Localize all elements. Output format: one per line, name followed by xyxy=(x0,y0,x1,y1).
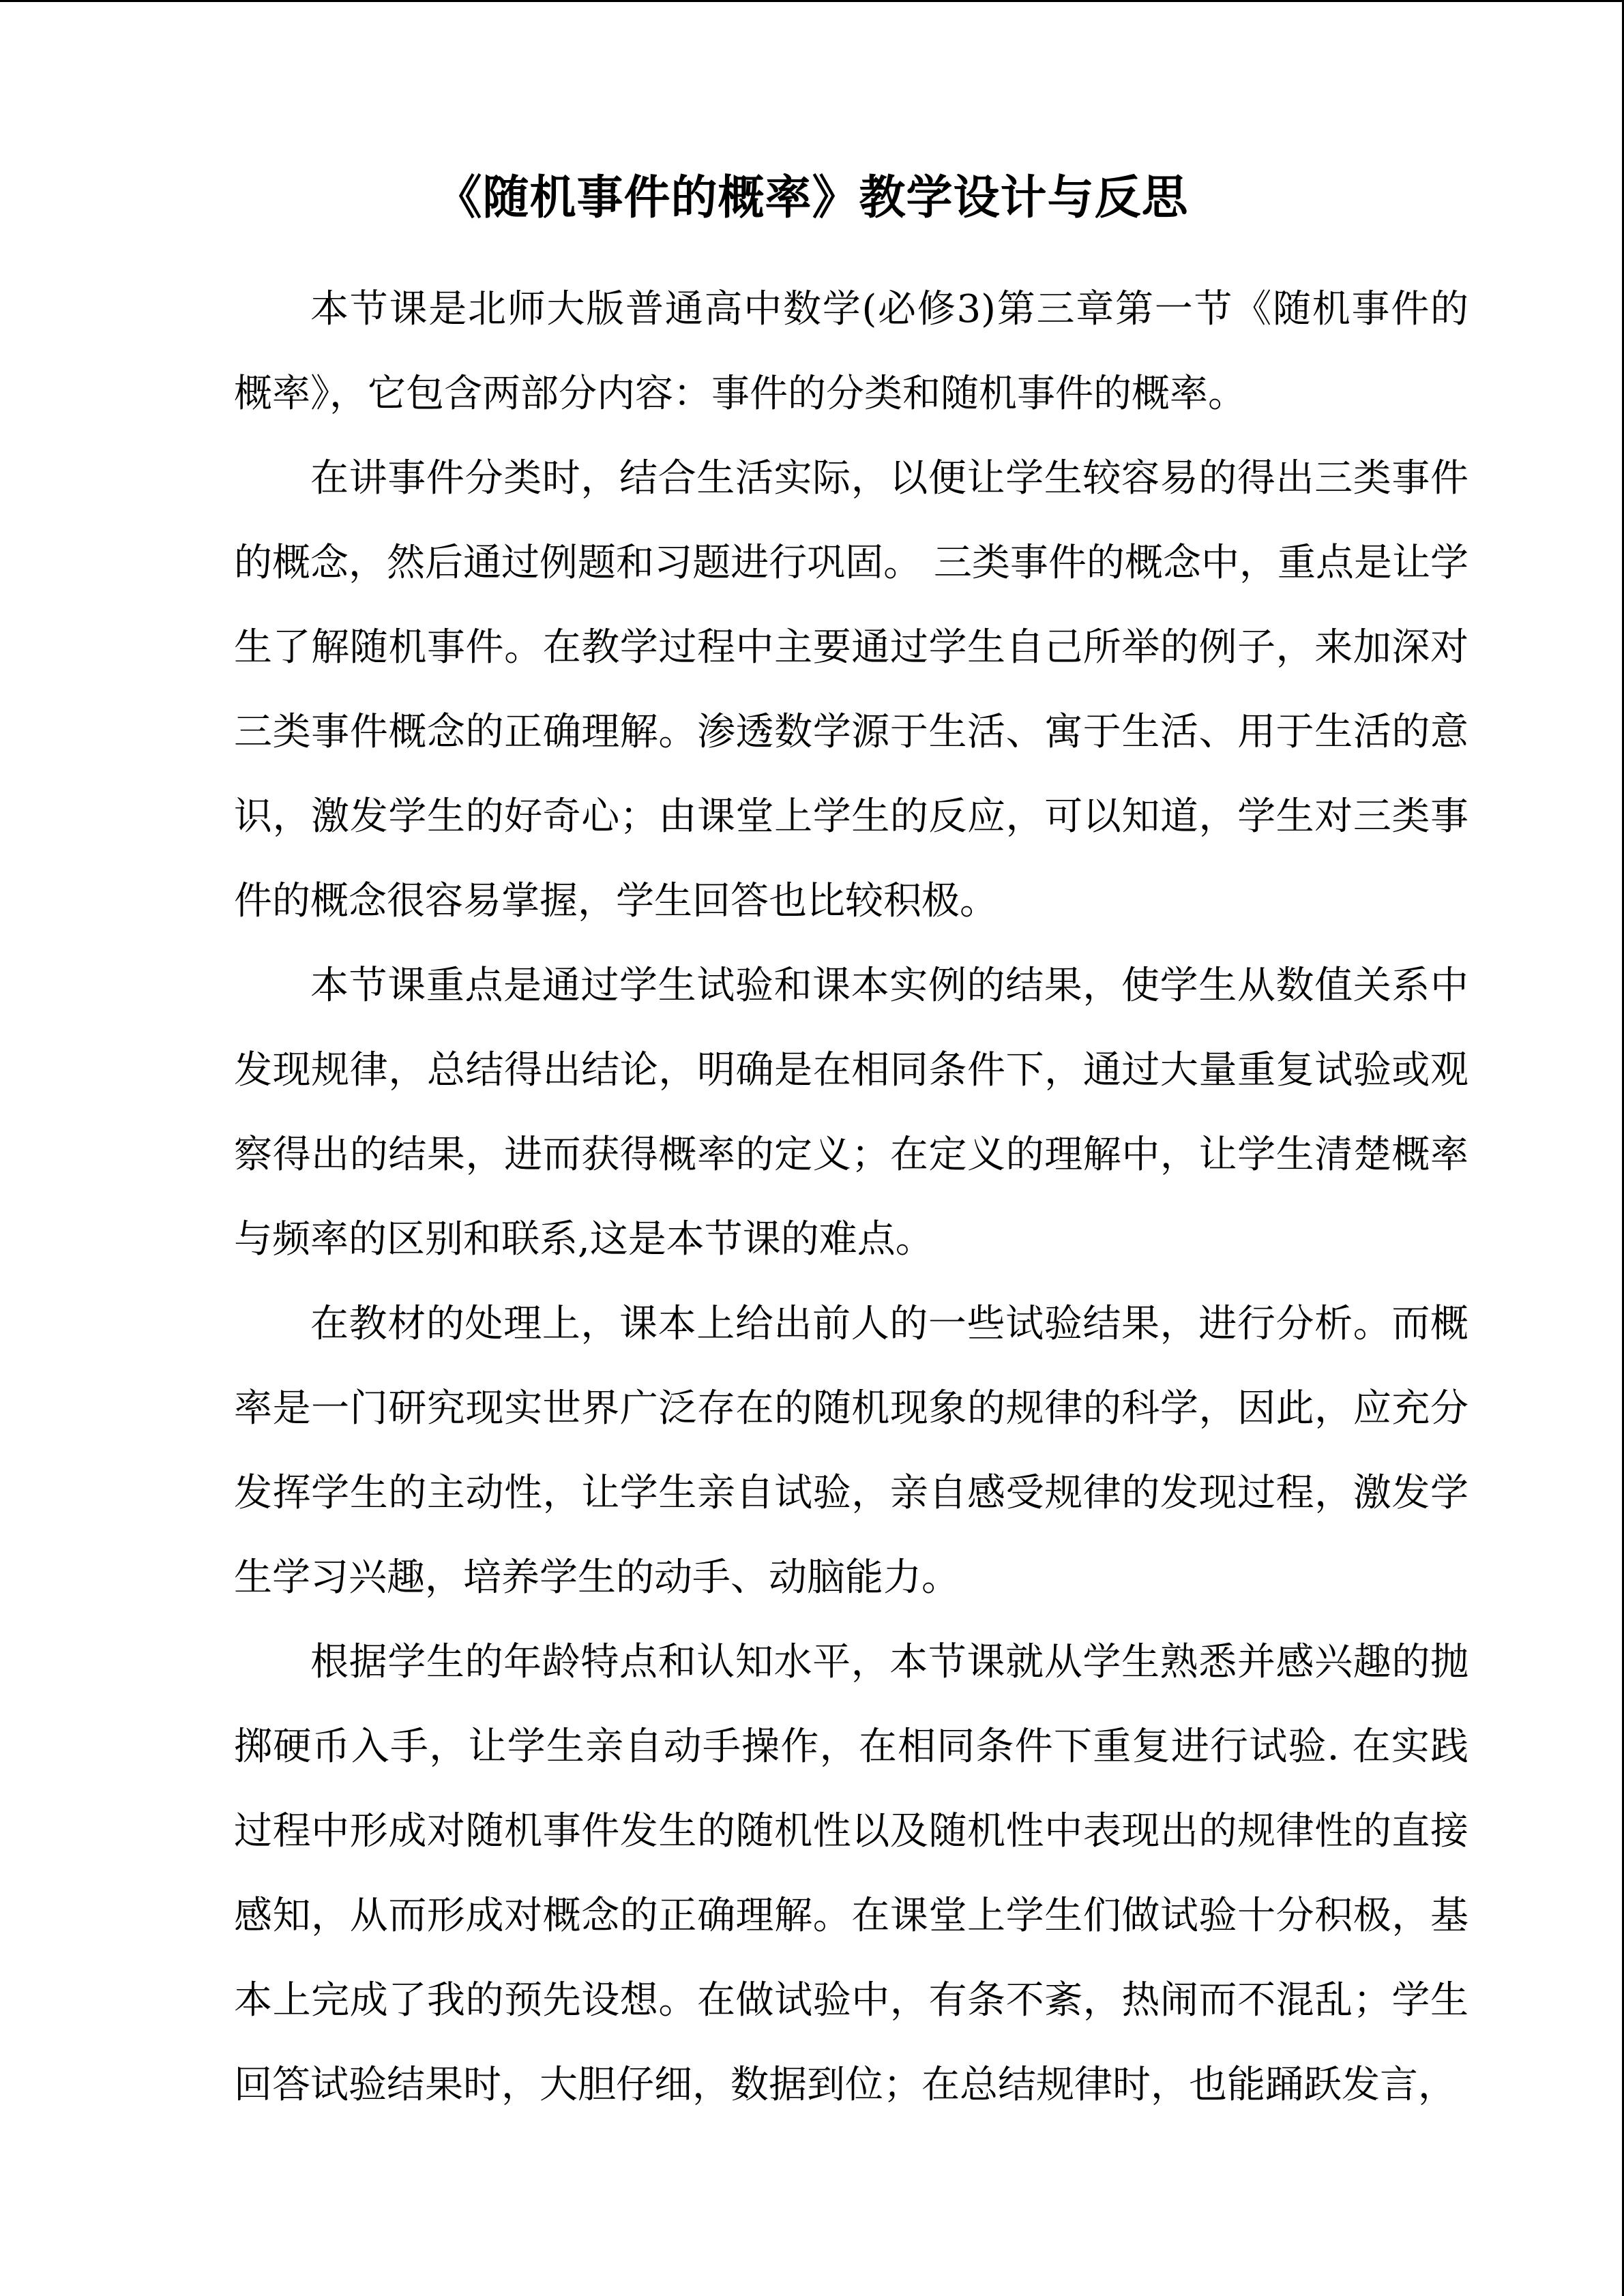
document-body xyxy=(234,267,1468,2128)
paragraph-3: 本节课重点是通过学生试验和课本实例的结果，使学生从数值关系中发现规律，总结得出结论，明确是在相同条件下，通过大量重复试验或观察得出的结果，进而获得概率的定义；在定义的理解中，让学生清楚概率与频率的区别和联系,这是本节课的难点。 xyxy=(234,964,1468,1262)
paragraph-5: 根据学生的年龄特点和认知水平，本节课就从学生熟悉并感兴趣的抛掷硬币入手，让学生亲自动手操作，在相同条件下重复进行试验. 在实践过程中形成对随机事件发生的随机性以及随机性中表现出的规律性的直接感知，从而形成对概念的正确理解。在课堂上学生们做试验十分积极，基本上完成了我的预先设想。在做试验中，有条不紊，热闹而不混乱；学生回答试验结果时，大胆仔细，数据到位；在总结规律时，也能踊跃发言， xyxy=(234,1640,1468,2107)
document-title: 《随机事件的概率》教学设计与反思 xyxy=(435,170,1189,225)
paragraph-2: 在讲事件分类时，结合生活实际，以便让学生较容易的得出三类事件的概念，然后通过例题和习题进行巩固。 三类事件的概念中，重点是让学生了解随机事件。在教学过程中主要通过学生自己所举的例子，来加深对三类事件概念的正确理解。渗透数学源于生活、寓于生活、用于生活的意识，激发学生的好奇心；由课堂上学生的反应，可以知道，学生对三类事件的概念很容易掌握，学生回答也比较积极。 xyxy=(234,456,1468,923)
top-border-line xyxy=(0,0,1624,2)
paragraph-4: 在教材的处理上，课本上给出前人的一些试验结果，进行分析。而概率是一门研究现实世界广泛存在的随机现象的规律的科学，因此，应充分发挥学生的主动性，让学生亲自试验，亲自感受规律的发现过程，激发学生学习兴趣，培养学生的动手、动脑能力。 xyxy=(234,1302,1468,1600)
paragraph-1: 本节课是北师大版普通高中数学(必修3)第三章第一节《随机事件的概率》，它包含两部分内容：事件的分类和随机事件的概率。 xyxy=(234,287,1468,416)
